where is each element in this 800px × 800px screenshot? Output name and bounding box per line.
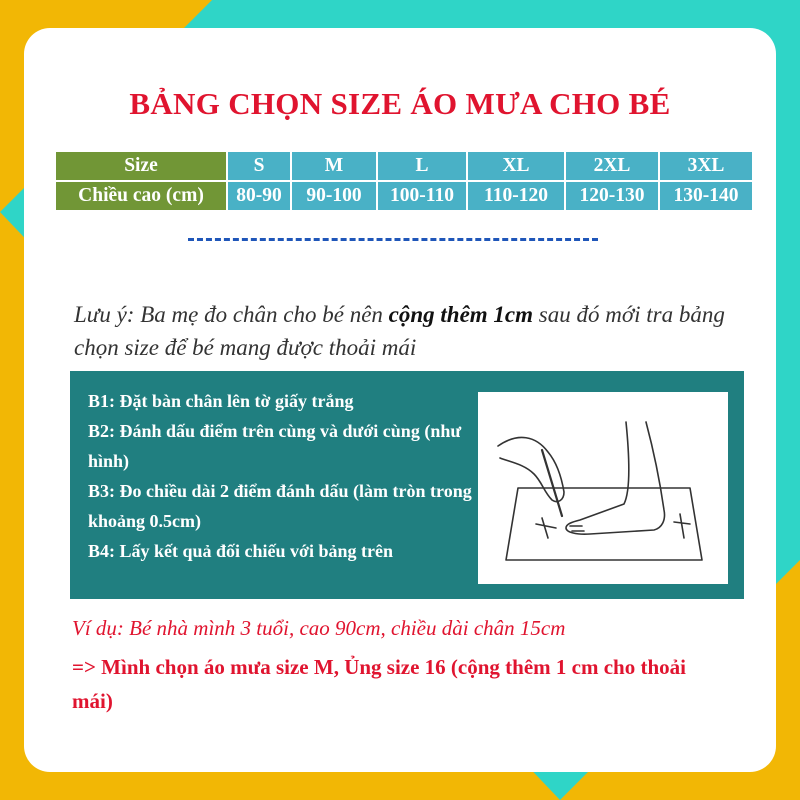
height-row <box>56 182 752 210</box>
example-text: Ví dụ: Bé nhà mình 3 tuổi, cao 90cm, chiều dài chân 15cm <box>72 616 566 640</box>
foot-sketch-icon <box>478 392 728 584</box>
size-header-row <box>56 152 752 180</box>
measurement-note <box>74 298 754 364</box>
note-suffix: sau đó mới tra bảng chọn size để bé mang được thoải mái <box>74 302 725 360</box>
height-cell: 90-100 <box>292 182 376 210</box>
size-cell: XL <box>468 152 564 180</box>
leg-outline <box>566 422 665 534</box>
step-item: B4: Lấy kết quả đối chiếu với bảng trên <box>88 541 394 561</box>
height-cell: 110-120 <box>468 182 564 210</box>
step-item: B3: Đo chiều dài 2 điểm đánh dấu (làm tròn trong khoảng 0.5cm) <box>88 481 472 531</box>
height-row-label: Chiều cao (cm) <box>56 182 226 210</box>
result-text: => Mình chọn áo mưa size M, Ủng size 16 (cộng thêm 1 cm cho thoải mái) <box>72 655 686 713</box>
size-header-label: Size <box>56 152 226 180</box>
step-item: B1: Đặt bàn chân lên tờ giấy trắng <box>88 391 354 411</box>
dashed-divider <box>188 238 598 241</box>
step-item: B2: Đánh dấu điểm trên cùng và dưới cùng (như hình) <box>88 421 462 471</box>
page-title: BẢNG CHỌN SIZE ÁO MƯA CHO BÉ <box>129 86 671 121</box>
note-emphasis: cộng thêm 1cm <box>388 302 534 327</box>
height-cell: 120-130 <box>566 182 658 210</box>
steps-list <box>88 386 478 566</box>
height-cell: 80-90 <box>228 182 290 210</box>
mark-right <box>674 514 690 538</box>
height-cell: 130-140 <box>660 182 752 210</box>
pen-outline <box>542 450 562 516</box>
size-cell: 3XL <box>660 152 752 180</box>
toe-lines <box>570 526 584 531</box>
size-cell: M <box>292 152 376 180</box>
size-cell: L <box>378 152 466 180</box>
size-table <box>54 150 754 212</box>
height-cell: 100-110 <box>378 182 466 210</box>
size-cell: S <box>228 152 290 180</box>
note-prefix: Lưu ý: Ba mẹ đo chân cho bé nên <box>74 302 389 327</box>
foot-measuring-illustration <box>478 392 728 584</box>
mark-left <box>536 518 556 538</box>
size-cell: 2XL <box>566 152 658 180</box>
